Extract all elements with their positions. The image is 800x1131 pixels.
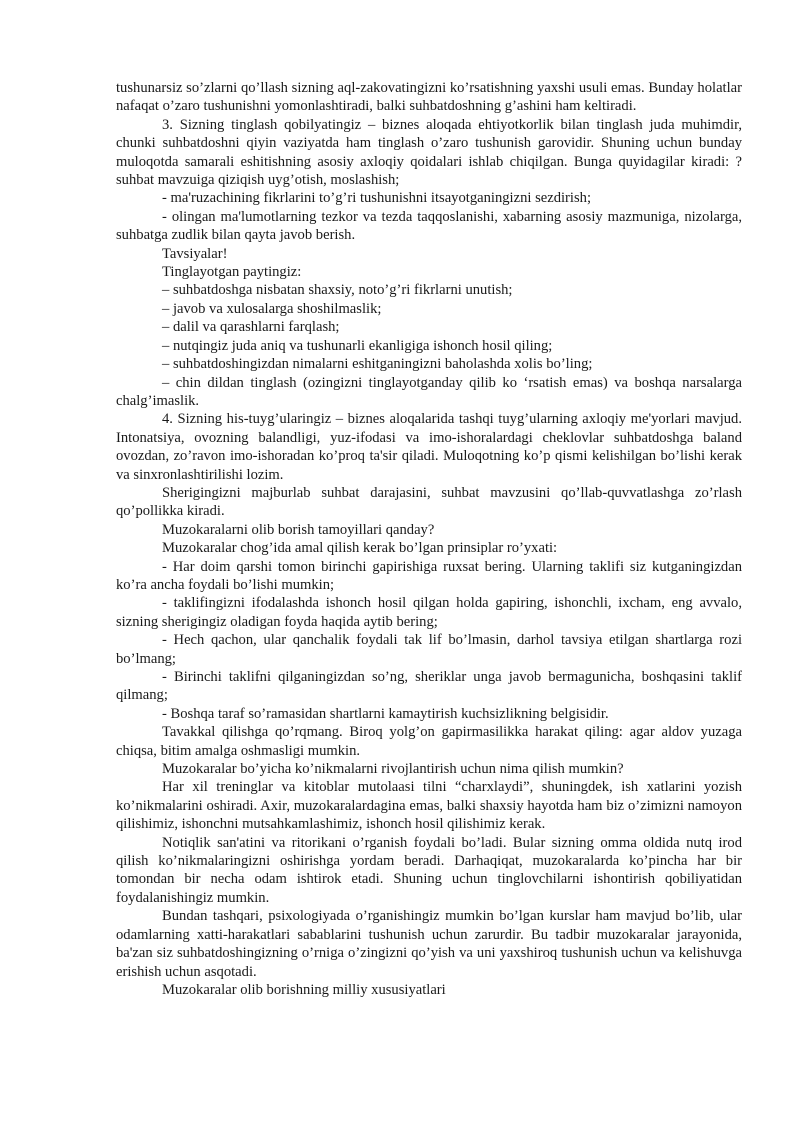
- list-item: – suhbatdoshga nisbatan shaxsiy, noto’g’ri fikrlarni unutish;: [162, 282, 513, 299]
- section-heading: Muzokaralar bo’yicha ko’nikmalarni rivojlantirish uchun nima qilish mumkin?: [162, 761, 624, 778]
- paragraph: Sherigingizni majburlab suhbat darajasini, suhbat mavzusini qo’llab-quvvatlashga zo’rlash qo’pollikka kiradi.: [116, 484, 742, 520]
- paragraph: Bundan tashqari, psixologiyada o’rganishingiz mumkin bo’lgan kurslar ham mavjud bo’lib, ular odamlarning xatti-harakatlari sabablarini tushunish uchun zarurdir. Bu tadbir muzokaralar jarayonida, ba'zan siz suhbatdoshingizning o’rniga o’zingizni qo’yish va uni yaxshiroq tushunish uchun va kelishuvga erishish uchun asqotadi.: [116, 908, 742, 980]
- paragraph: 4. Sizning his-tuyg’ularingiz – biznes aloqalarida tashqi tuyg’ularning axloqiy me'yorlari mavjud. Intonatsiya, ovozning balandligi, yuz-ifodasi va imo-ishoralardagi cheklovlar suhbatdoshga baland ovozdan, zo’ravon imo-ishoradan ko’proq ta'sir qiladi. Muloqotning ko’p qismi kelishilgan bo’lishi kerak va sinxronlashtirilishi lozim.: [116, 411, 742, 483]
- section-heading: Muzokaralar olib borishning milliy xususiyatlari: [162, 981, 446, 998]
- paragraph: Tavakkal qilishga qo’rqmang. Biroq yolg’on gapirmasilikka harakat qiling: agar aldov yuzaga chiqsa, bitim amalga oshmasligi mumkin.: [116, 724, 742, 759]
- list-item: – suhbatdoshingizdan nimalarni eshitganingizni baholashda xolis bo’ling;: [162, 356, 593, 373]
- list-item: - Birinchi taklifni qilganingizdan so’ng, sheriklar unga javob bermagunicha, boshqasini taklif qilmang;: [116, 669, 742, 704]
- paragraph: 3. Sizning tinglash qobilyatingiz – biznes aloqada ehtiyotkorlik bilan tinglash juda muhimdir, chunki suhbatdoshni qiyin vaziyatda ham tinglash o’zaro tushunish garovidir. Shuning uchun bunday muloqotda samarali eshitishning asosiy axloqiy qoidalari ishlab chiqilgan. Bunga quyidagilar kiradi: ? suhbat mavzuiga qiziqish uyg’otish, moslashish;: [116, 116, 742, 189]
- list-item: - olingan ma'lumotlarning tezkor va tezda taqqoslanishi, xabarning asosiy mazmuniga, nizolarga, suhbatga zudlik bilan qayta javob berish.: [116, 208, 742, 244]
- paragraph: tushunarsiz so’zlarni qo’llash sizning aql-zakovatingizni ko’rsatishning yaxshi usuli emas. Bunday holatlar nafaqat o’zaro tushunishni yomonlashtiradi, balki suhbatdoshning g’ashini ham keltiradi.: [116, 80, 742, 115]
- list-item: - Har doim qarshi tomon birinchi gapirishiga ruxsat bering. Ularning taklifi siz kutganingizdan ko’ra ancha foydali bo’lishi mumkin;: [116, 558, 742, 593]
- list-item: – nutqingiz juda aniq va tushunarli ekanligiga ishonch hosil qiling;: [162, 337, 553, 354]
- list-item: - taklifingizni ifodalashda ishonch hosil qilgan holda gapiring, ishonchli, ixcham, eng avvalo, sizning sherigingiz oladigan foyda haqida aytib bering;: [116, 595, 742, 630]
- list-item: - Hech qachon, ular qanchalik foydali tak lif bo’lmasin, darhol tavsiya etilgan shartlarga rozi bo’lmang;: [116, 632, 742, 667]
- paragraph: Tinglayotgan paytingiz:: [162, 264, 302, 281]
- list-item: - ma'ruzachining fikrlarini to’g’ri tushunishni itsayotganingizni sezdirish;: [162, 190, 591, 207]
- paragraph: Notiqlik san'atini va ritorikani o’rganish foydali bo’ladi. Bular sizning omma oldida nutq irod qilish ko’nikmalaringizni oshirishga yordam beradi. Darhaqiqat, muzokaralarda ko’pincha har bir tomondan bir necha odam ishtirok etadi. Shuning uchun tinglovchilarni ishontirish qobiliyatidan foydalanishingiz mumkin.: [116, 834, 742, 906]
- paragraph: Tavsiyalar!: [162, 245, 228, 262]
- document-page: [116, 79, 742, 999]
- list-item: - Boshqa taraf so’ramasidan shartlarni kamaytirish kuchsizlikning belgisidir.: [162, 705, 609, 722]
- section-heading: Muzokaralarni olib borish tamoyillari qanday?: [162, 521, 435, 538]
- paragraph: Muzokaralar chog’ida amal qilish kerak bo’lgan prinsiplar ro’yxati:: [162, 540, 558, 557]
- list-item: – javob va xulosalarga shoshilmaslik;: [162, 300, 382, 317]
- paragraph: Har xil treninglar va kitoblar mutolaasi tilni “charxlaydi”, shuningdek, ish xatlarini yozish ko’nikmalarini oshiradi. Axir, muzokaralardagina emas, balki shaxsiy hayotda ham biz o’zimizni namoyon qilishimiz, ishonchni mutsahkamlashimiz, ishonch hosil qilishimiz kerak.: [116, 779, 742, 833]
- list-item: – dalil va qarashlarni farqlash;: [162, 319, 340, 336]
- list-item: – chin dildan tinglash (ozingizni tinglayotganday qilib ko ‘rsatish emas) va boshqa narsalarga chalg’imaslik.: [116, 374, 742, 409]
